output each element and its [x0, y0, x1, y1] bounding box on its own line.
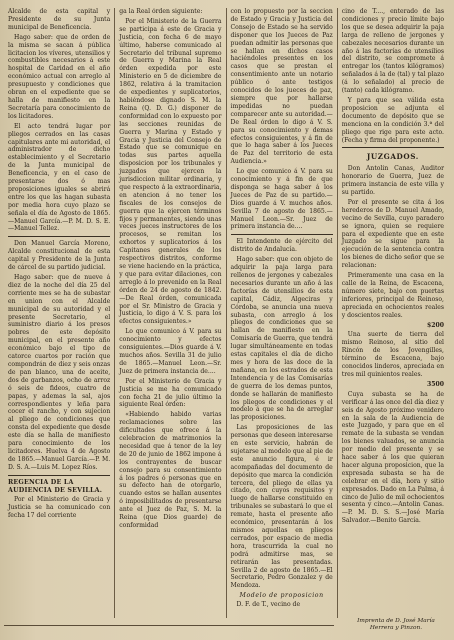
paragraph: Hago saber: que con objeto de adquirir la paja larga para rellenos de jergones y cabezales necesarios durante un año á las factorías de utensilios de esta capital, Cádiz, Algeciras y Córdoba, se anuncia una nueva subasta, con arreglo á los pliegos de condiciones que se hallan de manifiesto en la Comisaría de Guerra, que tendrá lugar simultáneamente en todas estas capitales el día de dicho mes y hora de las doce de la mañana, en los estrados de esta Intendencia y de las Comisarías de guerra de los demas puntos, donde se hallarán de manifiesto los pliegos de condiciones y el modelo á que se ha de arreglar las proposiciones.: [230, 256, 333, 422]
paragraph: Y para que sea válida esta proposicion se adjunta el documento de depósito que se menciona en la condición 3.ª del pliego que rige para este acto. (Fecha y firma del proponente.): [341, 96, 444, 144]
paragraph: D. F. de T., vecino de: [236, 601, 301, 609]
paragraph: con lo propuesto por la seccion de Estado y Gracia y Justicia del Consejo de Estado se ha servido disponer que los Jueces de Paz puedan admitir las personas que se hallan en dichos casos haciéndoles presentes en los casos que se prestan el consentimiento ante un notario público ó ante testigos conocidos de los jueces de paz, siempre que por hallarse impedidas no puedan comparecer ante su autoridad.—De Real órden lo digo á V. S. para su conocimiento y demas efectos consiguientes, y á fin de que lo haga saber á los Jueces de Paz del territorio de esta Audiencia.»: [230, 8, 333, 166]
paragraph: El acto tendrá lugar por pliegos cerrados en las casas capitulares ante mi autoridad, el administrador de dicho establecimiento y el Secretario de la Junta municipal de Beneficencia, y en el caso de presentarse dos ó mas proposiciones iguales se abrirá entre los que las hagan subasta por media hora cuyo plazo se señala el día de Agosto de 1865.—Manuel García.—P. M. D. S. E.—Manuel Tellez.: [8, 122, 111, 233]
paragraph: Hago saber: que de nueve á diez de la noche del día 25 del corriente mes se ha de subastar en union con el Alcalde municipal de su autoridad y el presente Secretario, el suministro diario á los presos pobres de este depósito municipal, en el presente año económico bajo el tipo de catorce cuartos por ración que compondrán de diez y seis onzas de pan blanco, una de aceite, dos de garbanzos, ocho de arroz ó seis de fideos, cuatro de papas, y ademas la sal, ajos correspondientes y leña para cocer el rancho, y con sujecion al pliego de condiciones que consta del expediente que desde este día se halla de manifiesto para conocimiento de los licitadores. Huelva 4 de Agosto de 1865.—Manuel García.—P. M. D. S. A.—Luis M. Lopez Ríos.: [8, 274, 111, 471]
column-4: [337, 8, 448, 618]
paragraph: Primeramente una casa en la calle de la Reina, de Escacena, número siete, bajo con puertas inferiores, principal de Reinoso, apreciada en ochocientos reales y doscientos reales.: [341, 272, 444, 319]
paragraph: Una suerte de tierra del mismo Reinoso, al sitio del Rincón de los Jovengilles, término de Escacena, bajo conocidos linderos, apreciada en tres mil quinientos reales.: [341, 331, 444, 378]
printer-imprint: [346, 618, 446, 632]
bottom-rule: [4, 625, 334, 626]
divider: [8, 236, 110, 237]
paragraph: Por el Ministerio de Gracia y Justicia se ha comunicado con fecha 17 del corriente: [8, 496, 111, 520]
paragraph: Por el presente se cita á los herederos de D. Manuel Amado, vecino de Sevilla, cuyo paradero se ignora, quien se requiere para el expediente que en este Juzgado se sigue para la ejecución de la sentencia contra los bienes de dicho señor que se relacionan:: [341, 198, 444, 270]
section-heading: REGENCIA DE LA AUDIENCIA DE SEVILLA.: [8, 478, 103, 494]
paragraph: Don Antolin Canas, Auditor honorario de Guerra, Juez de primera instancia de este villa y su partido.: [341, 165, 444, 197]
price-value: $200: [427, 321, 444, 329]
column-1: [4, 8, 114, 618]
paragraph: ga la Real órden siguiente:: [119, 8, 203, 15]
divider: [8, 475, 110, 476]
paragraph: Por el Ministerio de la Guerra se participa á este de Gracia y Justicia, con fecha 6 de mayo último, haberse comunicado al Secretario del tribunal supremo de Guerra y Marina la Real órden expedida por este Ministerio en 5 de diciembre de 1862, relativa á la tramitacion de expedientes y suplicatorios, habiéndose dignado S. M. la Reina (Q. D. G.) disponer de conformidad con lo expuesto por las secciones reunidas de Guerra y Marina y Estado y Gracia y Justicia del Consejo de Estado que se comunique en todas sus partes aquella disposicion por los tribunales y juzgados que ejercen la jurisdiccion militar ordinaria, y que respecto á la extraordinaria, en atencion á no tener los fiscales de los consejos de guerra que la ejercen términos fijos y permanentes, siendo unas veces jueces instructores de los procesos, se remitan los exhortos y suplicatorios á los Capitanes generales de los respectivos distritos, conforme se viene haciendo en la práctica, y que para evitar dilaciones, con arreglo á lo prevenido en la Real órden de 24 de agosto de 1842.—De Real órden, comunicada por el Sr. Ministro de Gracia y Justicia, lo digo á V. S. para los efectos consiguientes.»: [119, 17, 222, 326]
imprint-line-1: Imprenta de D. José María: [357, 618, 435, 624]
paragraph: Por el Ministerio de Gracia y Justicia se me ha comunicado con fecha 21 de julio último la siguiente Real órden:: [119, 377, 222, 409]
paragraph: Cuya subasta se ha de verificar á las once del día diez y seis de Agosto próximo venidero en la sala de la Audiencia de este Juzgado, y para que en el remate de la subasta se vendan los bienes valuados, se anuncia por medio del presente y se hace saber á los que quieran hacer alguna proposicion, que la expresada subasta se ha de celebrar en el día, hora y sitio expresados. Dado en La Palma, á cinco de Julio de mil ochocientos sesenta y cinco.—Antolin Canas.—P. M. D. S. S.—José María Salvador.—Benito García.: [341, 390, 444, 525]
divider: [231, 234, 333, 235]
paragraph: Lo que comunico á V. para su conocimiento y efectos consiguientes.—Dios guarde á V. muchos años. Sevilla 31 de julio de 1865.—Manuel Leon.—Sr. Juez de primera instancia de....: [119, 328, 222, 375]
imprint-line-2: Herrera y Pinzon.: [369, 625, 423, 631]
column-3: [226, 8, 337, 618]
section-heading: JUZGADOS.: [366, 152, 419, 162]
divider: [342, 147, 444, 148]
paragraph: Las proposiciones de las personas que deseen interesarse en este servicio, habrán de sujetarse al modelo que al pie de este anuncio figura, é ir acompañadas del documento de depósito que marca la condición tercera, del pliego de ellas ya citado, con cuyos requisitos y luego de hallarse constituido en tribunales se subastará lo que el remate, hasta el presente año económico, presentarán á los mismos aquellas en pliegos cerrados, por espacio de media hora, trascurrida la cual no podrá admitirse mas, se retirarán las presentadas. Sevilla 2 de agosto de 1865.—El Secretario, Pedro Gonzalez y de Mendoza.: [230, 424, 333, 590]
paragraph: El Intendente de ejército del distrito de Andalucía.: [230, 238, 333, 254]
paragraph: Lo que comunico á V. para su conocimiento y á fin de que disponga se haga saber á los Jueces de Paz de su partido.—Dios guarde á V. muchos años. Sevilla 7 de agosto de 1865.—Manuel Leon.—Sr. Juez de primera instancia de....: [230, 168, 333, 231]
paragraph: Hago saber: que de orden de la misma se sacan á pública licitacion los víveres, utensilios y combustibles necesarios á este hospital de Caridad en el año económico actual con arreglo al presupuesto y condiciones que obran en el expediente que se halla de manifiesto en la Secretaría para conocimiento de los licitadores.: [8, 33, 111, 120]
paragraph: Alcalde de esta capital y Presidente de su Junta municipal de Beneficencia.: [8, 8, 111, 31]
price-value: 3500: [427, 380, 444, 388]
paragraph: cino de T...., enterado de las condiciones y precio límite bajo los que se desea adquirir la paja larga de relleno de jergones y cabezales necesarios durante un año á las factorías de utensilios del distrito, se compromete á entregar los (tantos kilógramos) señalados á la de (tal) y tal plazo (á lo señalado) al precio de (tanto) cada kilógramo.: [341, 8, 444, 95]
model-heading: Modelo de proposicion: [239, 592, 324, 600]
price-line: [342, 322, 444, 330]
paragraph: Don Manuel García Moreno, Alcalde constitucional de esta capital y Presidente de la Junta de cárcel de su partido judicial.: [8, 240, 111, 272]
column-2: [114, 8, 225, 618]
text-columns: [4, 8, 448, 618]
price-line: [342, 381, 444, 389]
paragraph: «Habiendo habido varias reclamaciones sobre las dificultades que ofrece á la celebracion de matrimonios la necesidad que á tenor de la ley de 20 de junio de 1862 impone á los contrayentes de buscar consejo para su consentimiento á los padres ó personas que en su defecto han de otorgarlo, cuando estos se hallan ausentes ó imposibilitados de presentarse ante el Juez de Paz, S. M. la Reina (que Dios guarde) de conformidad: [119, 411, 222, 529]
